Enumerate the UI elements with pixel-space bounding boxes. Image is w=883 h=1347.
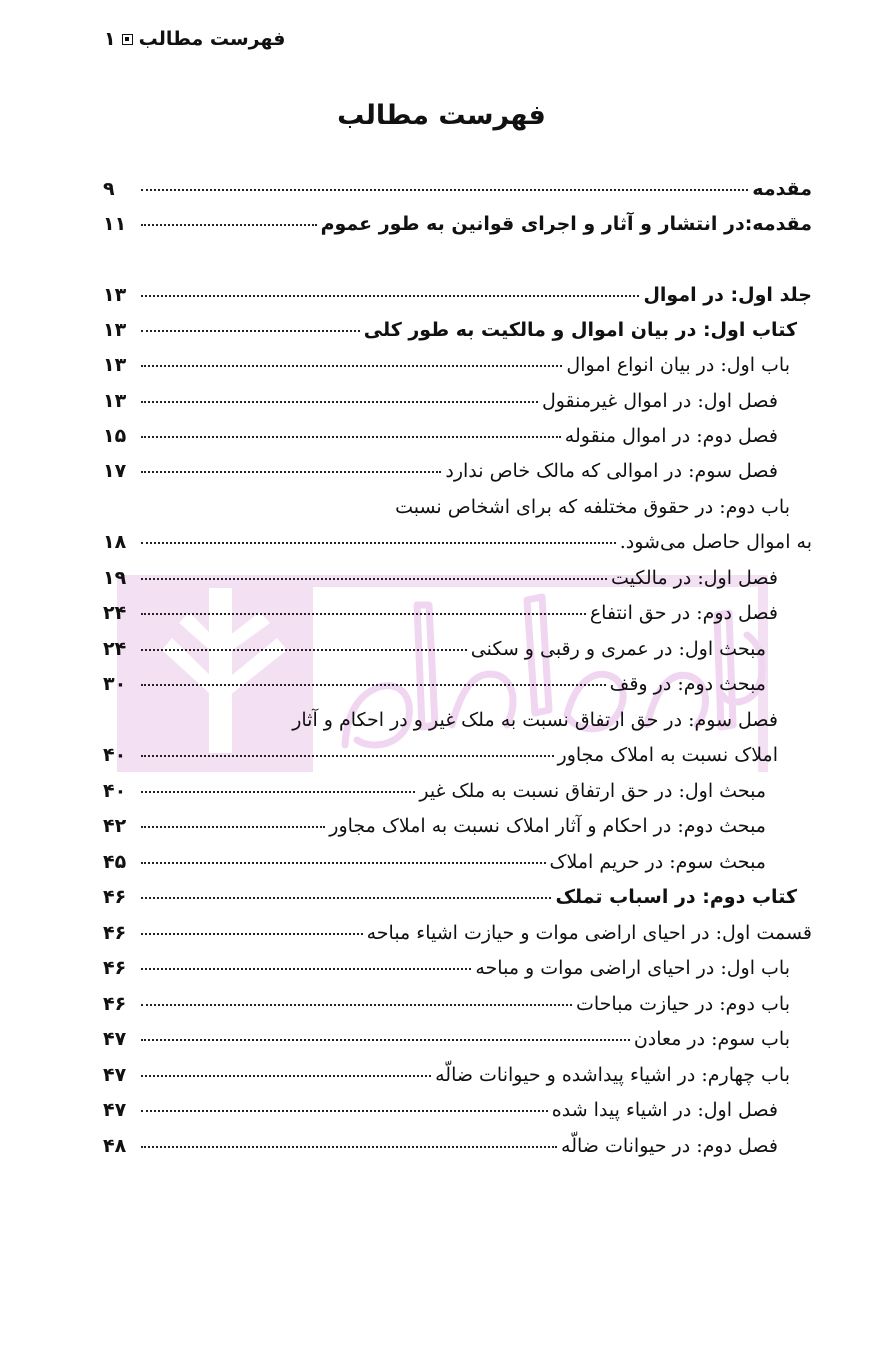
- dot-leader: [141, 613, 586, 615]
- dot-leader: [141, 1110, 548, 1112]
- toc-entry-title: باب دوم: در حیازت مباحات: [575, 993, 790, 1015]
- toc-entry-page: ۴۵: [103, 851, 127, 873]
- toc-entry-title: فصل دوم: در حق انتفاع: [589, 602, 778, 624]
- toc-entry-title: فصل اول: در مالکیت: [610, 567, 778, 589]
- dot-leader: [141, 791, 415, 793]
- toc-entry[interactable]: [103, 780, 766, 810]
- toc-entry-title: مبحث سوم: در حریم املاک: [549, 851, 766, 873]
- toc-entry-page: ۴۰: [103, 744, 127, 766]
- toc-entry[interactable]: [103, 993, 790, 1023]
- toc-entry[interactable]: [103, 638, 766, 668]
- running-head-title: فهرست مطالب: [138, 28, 286, 50]
- toc-entry-title: قسمت اول: در احیای اراضی موات و حیازت اشیاء مباحه: [366, 922, 812, 944]
- dot-leader: [141, 189, 748, 191]
- toc-entry[interactable]: [103, 284, 812, 314]
- toc-entry[interactable]: [103, 354, 790, 384]
- toc-entry-page: ۹: [103, 178, 115, 200]
- toc-entry[interactable]: [103, 957, 790, 987]
- toc-entry-title: باب اول: در بیان انواع اموال: [566, 354, 790, 376]
- dot-leader: [141, 1039, 630, 1041]
- toc-entry-page: ۱۷: [103, 460, 127, 482]
- toc-entry-title: باب دوم: در حقوق مختلفه که برای اشخاص نسبت: [395, 496, 790, 518]
- page-title: فهرست مطالب: [337, 100, 546, 131]
- toc-entry-title: باب اول: در احیای اراضی موات و مباحه: [475, 957, 790, 979]
- toc-entry-title: مبحث اول: در حق ارتفاق نسبت به ملک غیر: [419, 780, 766, 802]
- toc-entry[interactable]: [103, 851, 766, 881]
- toc-entry-title: فصل اول: در اموال غیرمنقول: [541, 390, 778, 412]
- dot-leader: [141, 295, 639, 297]
- toc-entry-page: ۴۸: [103, 1135, 127, 1157]
- toc-entry[interactable]: [103, 567, 778, 597]
- toc-entry-title: به اموال حاصل می‌شود.: [619, 531, 812, 553]
- toc-entry[interactable]: [103, 815, 766, 845]
- toc-entry[interactable]: [103, 922, 812, 952]
- toc-entry-title: مقدمه: [752, 178, 812, 200]
- running-head-page-number: ۱: [104, 28, 116, 50]
- toc-entry[interactable]: [103, 1099, 778, 1129]
- toc-entry[interactable]: [103, 709, 778, 739]
- toc-entry[interactable]: [103, 496, 790, 526]
- toc-entry-page: ۱۳: [103, 390, 127, 412]
- dot-leader: [141, 365, 562, 367]
- toc-entry[interactable]: [103, 390, 778, 420]
- dot-leader: [141, 578, 607, 580]
- dot-leader: [141, 968, 471, 970]
- toc-entry-page: ۴۶: [103, 886, 127, 908]
- toc-entry[interactable]: [103, 1135, 778, 1165]
- toc-entry-page: ۱۱: [103, 213, 127, 235]
- toc-entry-title: باب چهارم: در اشیاء پیداشده و حیوانات ضالّه: [435, 1064, 790, 1086]
- toc-entry-page: ۴۷: [103, 1028, 127, 1050]
- toc-entry-title: املاک نسبت به املاک مجاور: [557, 744, 778, 766]
- toc-entry-title: فصل دوم: در حیوانات ضالّه: [561, 1135, 778, 1157]
- toc-entry-page: ۴۶: [103, 957, 127, 979]
- toc-entry-page: ۴۰: [103, 780, 127, 802]
- toc-entry-page: ۴۶: [103, 993, 127, 1015]
- toc-entry-title: مقدمه:در انتشار و آثار و اجرای قوانین به طور عموم: [320, 213, 812, 235]
- toc-entry-page: ۳۰: [103, 673, 127, 695]
- dot-leader: [141, 649, 467, 651]
- dot-leader: [141, 826, 325, 828]
- dot-leader: [141, 1075, 431, 1077]
- dot-leader: [141, 401, 538, 403]
- toc-entry[interactable]: [103, 319, 797, 349]
- toc-entry-title: مبحث اول: در عمری و رقبی و سکنی: [470, 638, 766, 660]
- toc-entry-title: کتاب دوم: در اسباب تملک: [555, 886, 797, 908]
- toc-entry[interactable]: [103, 178, 812, 208]
- dot-leader: [141, 436, 561, 438]
- toc-entry-title: فصل اول: در اشیاء پیدا شده: [551, 1099, 778, 1121]
- toc-entry-title: باب سوم: در معادن: [633, 1028, 790, 1050]
- dot-leader: [141, 897, 551, 899]
- toc-entry-page: ۴۷: [103, 1099, 127, 1121]
- toc-entry[interactable]: [103, 460, 778, 490]
- dot-leader: [141, 862, 546, 864]
- dot-leader: [141, 684, 606, 686]
- toc-entry-page: ۲۴: [103, 638, 127, 660]
- toc-entry-title: فصل دوم: در اموال منقوله: [564, 425, 778, 447]
- toc-entry[interactable]: [103, 1028, 790, 1058]
- toc-entry-page: ۴۷: [103, 1064, 127, 1086]
- dot-leader: [141, 933, 363, 935]
- dot-leader: [141, 1146, 557, 1148]
- toc-entry-page: ۱۹: [103, 567, 127, 589]
- toc-entry-page: ۲۴: [103, 602, 127, 624]
- toc-entry-title: فصل سوم: در حق ارتفاق نسبت به ملک غیر و در احکام و آثار: [292, 709, 778, 731]
- dot-leader: [141, 471, 441, 473]
- toc-entry-title: کتاب اول: در بیان اموال و مالکیت به طور کلی: [363, 319, 797, 341]
- toc-entry-title: جلد اول: در اموال: [643, 284, 812, 306]
- toc-entry[interactable]: [103, 425, 778, 455]
- toc-entry-page: ۴۶: [103, 922, 127, 944]
- toc-entry-page: ۱۵: [103, 425, 127, 447]
- dot-leader: [141, 330, 360, 332]
- toc-entry[interactable]: [103, 213, 812, 243]
- toc-entry[interactable]: [103, 886, 797, 916]
- dot-leader: [141, 1004, 572, 1006]
- toc-entry-page: ۱۸: [103, 531, 127, 553]
- toc-entry-page: ۱۳: [103, 354, 127, 376]
- dot-leader: [141, 224, 317, 226]
- dot-leader: [141, 542, 616, 544]
- toc-entry-page: ۱۳: [103, 284, 127, 306]
- toc-entry-page: ۱۳: [103, 319, 127, 341]
- toc-entry[interactable]: [103, 1064, 790, 1094]
- toc-entry-title: فصل سوم: در اموالی که مالک خاص ندارد: [445, 460, 778, 482]
- toc-entry-title: مبحث دوم: در احکام و آثار املاک نسبت به املاک مجاور: [329, 815, 766, 837]
- dot-leader: [141, 755, 554, 757]
- toc-entry[interactable]: [103, 673, 766, 703]
- toc-entry[interactable]: [103, 744, 778, 774]
- toc-entry[interactable]: [103, 602, 778, 632]
- toc-entry[interactable]: [103, 531, 812, 561]
- toc-entry-page: ۴۲: [103, 815, 127, 837]
- toc-entry-title: مبحث دوم: در وقف: [609, 673, 766, 695]
